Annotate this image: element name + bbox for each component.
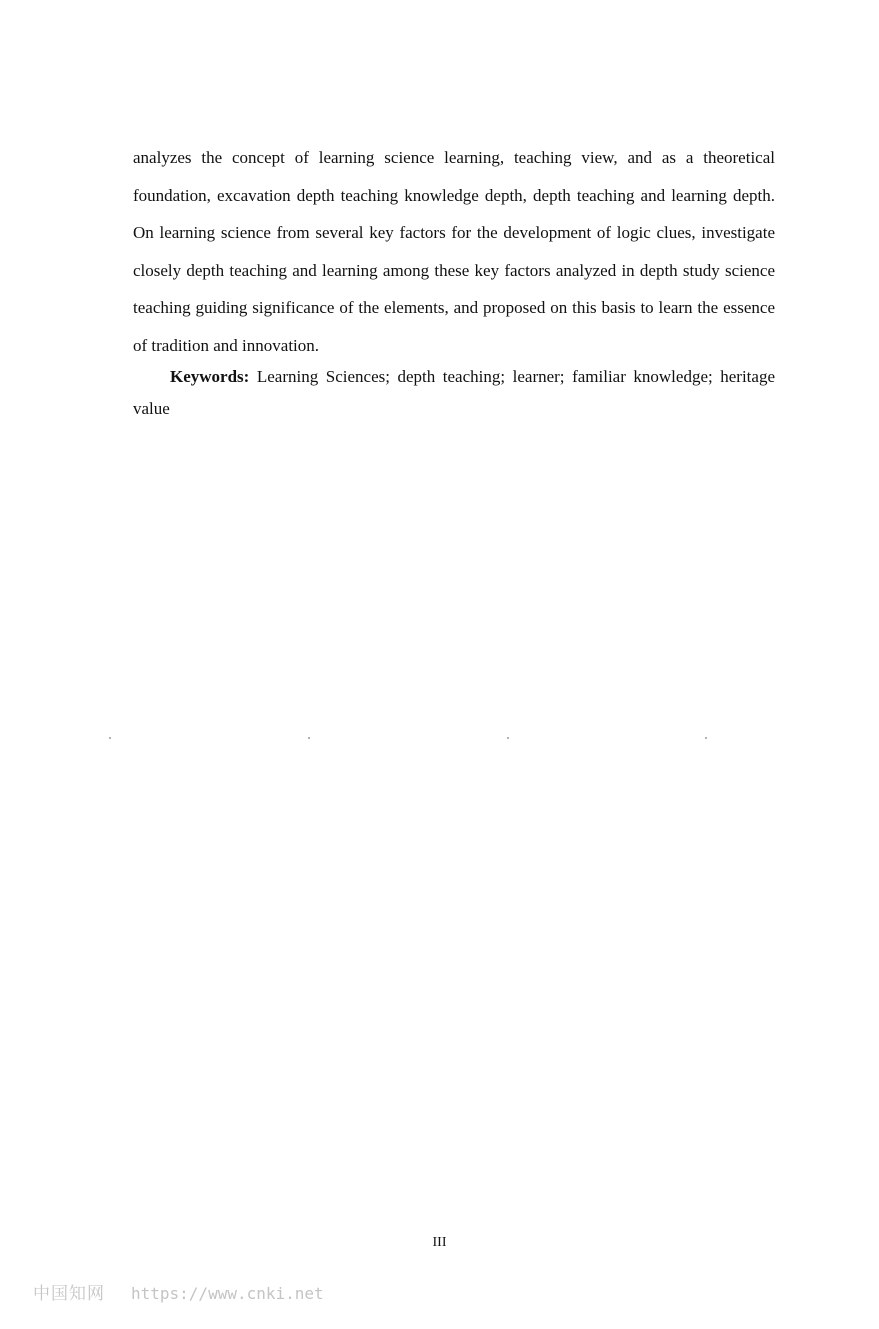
page-number: III xyxy=(432,1235,447,1250)
scan-speck xyxy=(109,737,111,739)
keywords-label: Keywords: xyxy=(170,367,250,386)
cnki-watermark xyxy=(33,1279,324,1304)
scan-speck xyxy=(308,737,310,739)
scan-speck xyxy=(507,737,509,739)
watermark-site-name: 中国知网 xyxy=(33,1284,105,1304)
watermark-url: https://www.cnki.net xyxy=(131,1284,324,1303)
abstract-paragraph: analyzes the concept of learning science learning, teaching view, and as a theoretical foundation, excavation depth teaching knowledge depth, depth teaching and learning depth. On learning science from several key factors for the development of logic clues, investigate closely depth teaching and learning among these key factors analyzed in depth study science teaching guiding significance of the elements, and proposed on this basis to learn the essence of tradition and innovation. xyxy=(133,148,775,355)
scan-speck xyxy=(705,737,707,739)
keywords-line xyxy=(133,361,775,425)
keywords-text: Learning Sciences; depth teaching; learner; familiar knowledge; heritage value xyxy=(133,367,775,418)
